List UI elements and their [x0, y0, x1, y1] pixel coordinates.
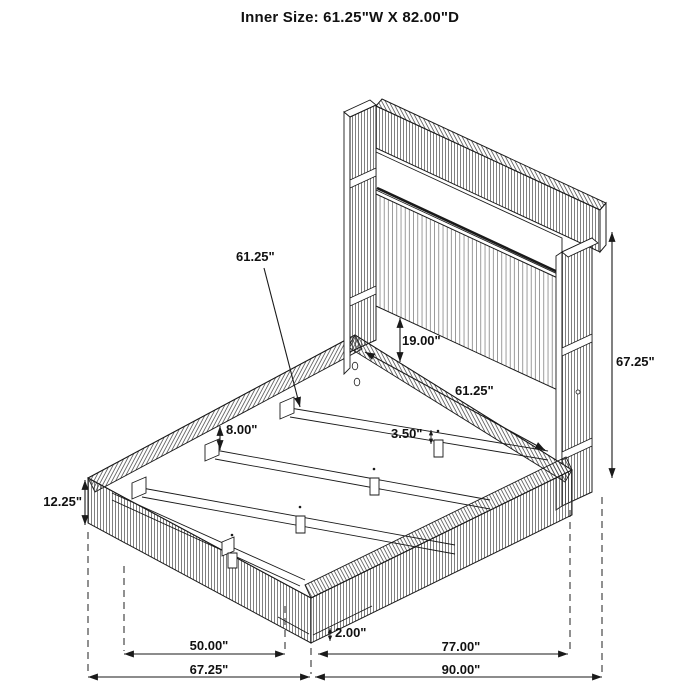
outer-depth-label: 90.00" [441, 662, 481, 677]
panel-to-deck-label: 19.00" [402, 333, 441, 348]
plinth-height-label: 2.00" [335, 625, 367, 640]
front-rail-leg [228, 553, 237, 568]
slat-3-dot [299, 506, 302, 509]
headboard-left-post-side [344, 112, 350, 374]
post-bolt-hole-1 [352, 362, 358, 370]
rail-length-label: 77.00" [441, 639, 481, 654]
slat-1-leg [434, 440, 443, 457]
inner-width-label: 61.25" [455, 383, 494, 398]
leg-height-label: 3.50" [391, 426, 423, 441]
front-rail-dot [231, 534, 234, 537]
slat-length-label: 61.25" [236, 249, 275, 264]
slat-2-dot [373, 468, 376, 471]
headboard-left-post-front [350, 105, 376, 352]
right-post-hole [576, 390, 580, 394]
slat-gap-label: 8.00" [226, 422, 258, 437]
headboard-height-label: 67.25" [616, 354, 655, 369]
diagram-title: Inner Size: 61.25"W X 82.00"D [240, 9, 460, 26]
slat-3-leg [296, 516, 305, 533]
platform-height-label: 12.25" [43, 494, 82, 509]
inner-foot-width-label: 50.00" [189, 638, 229, 653]
post-bolt-hole-2 [354, 378, 360, 386]
headboard-top-rail-endcap [600, 203, 606, 252]
slat-2-leg [370, 478, 379, 495]
slat-1-dot [437, 430, 440, 433]
headboard-left-post [344, 100, 376, 374]
outer-width-label: 67.25" [189, 662, 229, 677]
